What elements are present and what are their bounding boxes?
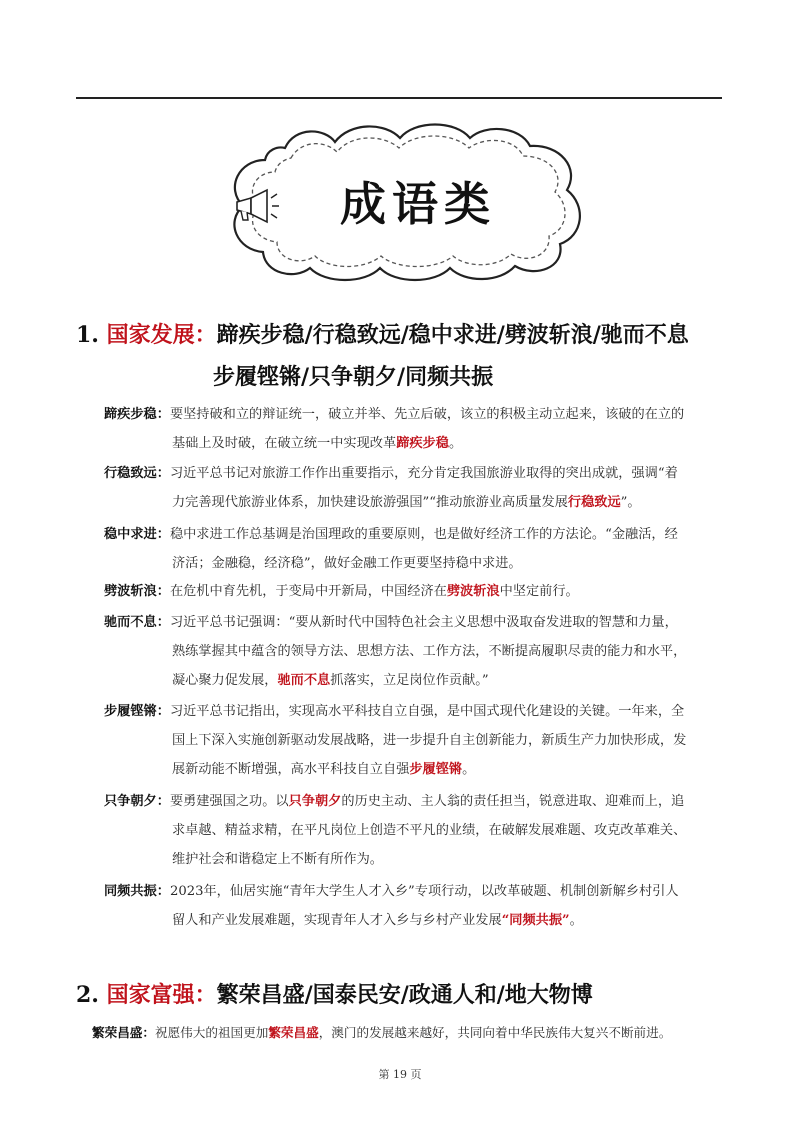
highlighted-idiom: 驰而不息 [277,673,331,688]
idiom-label: 蹄疾步稳： [104,407,170,422]
header-rule [76,97,722,99]
idiom-entry [104,577,724,606]
entry-text: 熟练掌握其中蕴含的领导方法、思想方法、工作方法，不断提高履职尽责的能力和水平， [172,644,687,659]
entry-text: 祝愿伟大的祖国更加 [154,1025,269,1040]
entry-text: 在危机中育先机，于变局中开新局，中国经济在 [169,584,447,599]
idiom-entry [104,787,724,874]
section-heading-1 [76,318,689,349]
entry-text: 习近平总书记指出，实现高水平科技自立自强，是中国式现代化建设的关键。一年来，全 [169,704,685,719]
highlighted-idiom: 劈波斩浪 [446,584,500,599]
entry-text: 留人和产业发展难题，实现青年人才入乡与乡村产业发展 [172,913,502,928]
highlighted-idiom: “同频共振” [501,913,570,928]
idiom-entry [104,877,724,935]
entry-text: 习近平总书记对旅游工作作出重要指示，充分肯定我国旅游业取得的突出成就，强调“着 [169,466,678,481]
section-category: 国家发展： [106,322,217,348]
entry-text: 国上下深入实施创新驱动发展战略，进一步提升自主创新能力，新质生产力加快形成，发 [172,733,687,748]
entry-text: 基础上及时破，在破立统一中实现改革 [172,436,397,451]
entry-text: 求卓越、精益求精，在平凡岗位上创造不平凡的业绩，在破解发展难题、攻克改革难关、 [172,823,687,838]
section-number: 1. [76,322,99,348]
idiom-entry [104,520,724,578]
entry-text: 维护社会和谐稳定上不断有所作为。 [172,852,383,867]
entry-text: 2023年，仙居实施“青年大学生人才入乡”专项行动，以改革破题、机制创新解乡村引人 [169,884,679,899]
idiom-entry [104,608,724,695]
highlighted-idiom: 蹄疾步稳 [396,436,449,451]
title-banner [215,118,595,283]
section-idioms: 蹄疾步稳/行稳致远/稳中求进/劈波斩浪/驰而不息 [216,322,689,348]
entry-text: 稳中求进工作总基调是治国理政的重要原则，也是做好经济工作的方法论。“金融活，经 [169,527,678,542]
idiom-label: 稳中求进： [104,527,170,542]
idiom-label: 驰而不息： [104,615,170,630]
entry-text: 展新动能不断增强，高水平科技自立自强 [172,762,410,777]
section-category: 国家富强： [106,982,217,1008]
highlighted-idiom: 只争朝夕 [288,794,342,809]
section-idioms: 繁荣昌盛/国泰民安/政通人和/地大物博 [216,982,593,1008]
entry-text: 习近平总书记强调：“要从新时代中国特色社会主义思想中汲取奋发进取的智慧和力量， [169,615,678,630]
idiom-label: 劈波斩浪： [104,584,170,599]
section-idioms-continued: 步履铿锵/只争朝夕/同频共振 [213,364,494,390]
entry-text: 中坚定前行。 [499,584,579,599]
entry-text: 力完善现代旅游业体系，加快建设旅游强国”“推动旅游业高质量发展 [172,495,568,510]
idiom-label: 同频共振： [104,884,170,899]
highlighted-idiom: 步履铿锵 [409,762,463,777]
highlighted-idiom: 繁荣昌盛 [268,1025,319,1040]
page-number: 第 19 页 [378,1068,422,1081]
idiom-label: 步履铿锵： [104,704,170,719]
entry-text: 凝心聚力促发展， [172,673,278,688]
entry-text: 。 [569,913,583,928]
entry-text: 。 [462,762,476,777]
idiom-entry [104,400,724,458]
entry-text: 济活；金融稳，经济稳”，做好金融工作更要坚持稳中求进。 [172,556,522,571]
section-number: 2. [76,982,99,1008]
entry-text: ”。 [620,495,641,510]
idiom-label: 行稳致远： [104,466,170,481]
idiom-entry [92,1018,732,1047]
idiom-entry [104,697,724,784]
entry-text: 要勇建强国之功。以 [169,794,289,809]
idiom-label: 繁荣昌盛： [92,1025,155,1040]
entry-text: 抓落实，立足岗位作贡献。” [330,673,489,688]
idiom-entry [104,459,724,517]
idiom-label: 只争朝夕： [104,794,170,809]
entry-text: 要坚持破和立的辩证统一，破立并举、先立后破，该立的积极主动立起来，该破的在立的 [169,407,685,422]
highlighted-idiom: 行稳致远 [567,495,621,510]
entry-text: ，澳门的发展越来越好，共同向着中华民族伟大复兴不断前进。 [318,1025,672,1040]
page-title: 成语类 [340,176,496,231]
entry-text: 。 [448,436,463,451]
section-heading-2 [76,978,593,1009]
entry-text: 的历史主动、主人翁的责任担当，锐意进取、迎难而上，追 [341,794,685,809]
